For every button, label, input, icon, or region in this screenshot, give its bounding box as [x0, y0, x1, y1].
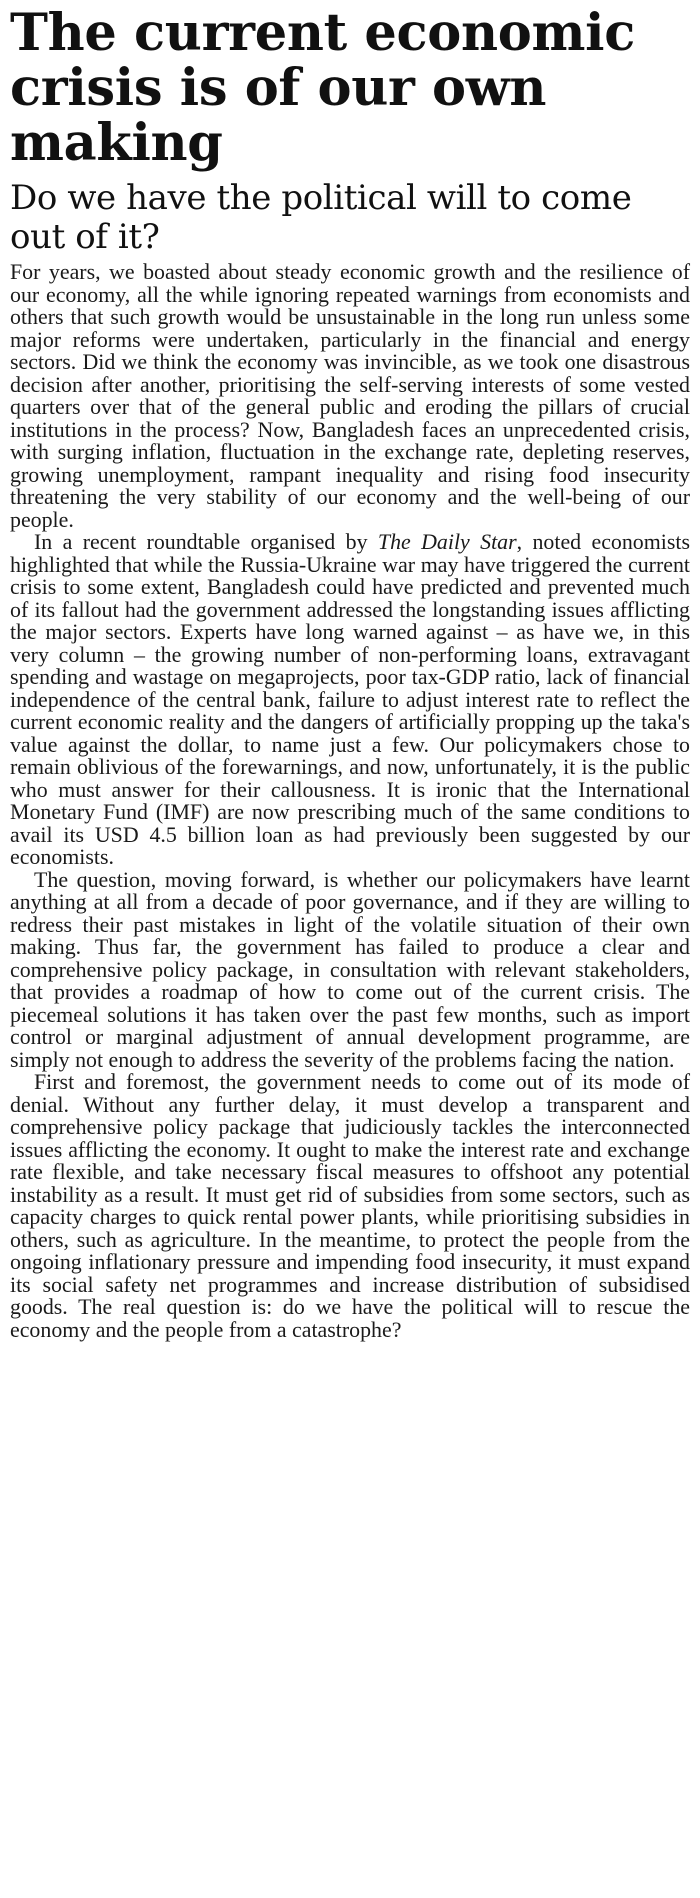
publication-name: The Daily Star: [377, 529, 517, 554]
headline: The current economic crisis is of our own making: [10, 3, 635, 173]
paragraph-2: [10, 531, 690, 869]
paragraph-2-lead: In a recent roundtable organised by: [34, 529, 378, 554]
editorial-article: [10, 3, 690, 1342]
paragraph-2-rest: , noted economists highlighted that while the Russia-Ukraine war may have triggered the current crisis to some extent, Bangladesh could have predicted and prevented much of its fallout had the government addressed the longstanding issues afflicting the major sectors. Experts have long warned against – as have we, in this very column – the growing number of non-performing loans, extravagant spending and wastage on megaprojects, poor tax-GDP ratio, lack of financial independence of the central bank, failure to adjust interest rate to reflect the current economic reality and the dangers of artificially propping up the taka's value against the dollar, to name just a few. Our policymakers chose to remain oblivious of the forewarnings, and now, unfortunately, it is the public who must answer for their callousness. It is ironic that the International Monetary Fund (IMF) are now prescribing much of the same conditions to avail its USD 4.5 billion loan as had previously been suggested by our economists.: [10, 529, 690, 869]
subheadline: Do we have the political will to come out of it?: [10, 178, 632, 257]
article-body: [10, 261, 690, 1341]
paragraph-4: First and foremost, the government needs to come out of its mode of denial. Without any further delay, it must develop a transparent and comprehensive policy package that judiciously tackles the interconnected issues afflicting the economy. It ought to make the interest rate and exchange rate flexible, and take necessary fiscal measures to offshoot any potential instability as a result. It must get rid of subsidies from some sectors, such as capacity charges to quick rental power plants, while prioritising subsidies in others, such as agriculture. In the meantime, to protect the people from the ongoing inflationary pressure and impending food insecurity, it must expand its social safety net programmes and increase distribution of subsidised goods. The real question is: do we have the political will to rescue the economy and the people from a catastrophe?: [10, 1069, 690, 1342]
paragraph-1: For years, we boasted about steady economic growth and the resilience of our economy, all the while ignoring repeated warnings from economists and others that such growth would be unsustainable in the long run unless some major reforms were undertaken, particularly in the financial and energy sectors. Did we think the economy was invincible, as we took one disastrous decision after another, prioritising the self-serving interests of some vested quarters over that of the general public and eroding the pillars of crucial institutions in the process? Now, Bangladesh faces an unprecedented crisis, with surging inflation, fluctuation in the exchange rate, depleting reserves, growing unemployment, rampant inequality and rising food insecurity threatening the very stability of our economy and the well-being of our people.: [10, 259, 690, 532]
paragraph-3: The question, moving forward, is whether our policymakers have learnt anything at all from a decade of poor governance, and if they are willing to redress their past mistakes in light of the volatile situation of their own making. Thus far, the government has failed to produce a clear and comprehensive policy package, in consultation with relevant stakeholders, that provides a roadmap of how to come out of the current crisis. The piecemeal solutions it has taken over the past few months, such as import control or marginal adjustment of annual development programme, are simply not enough to address the severity of the problems facing the nation.: [10, 866, 690, 1072]
